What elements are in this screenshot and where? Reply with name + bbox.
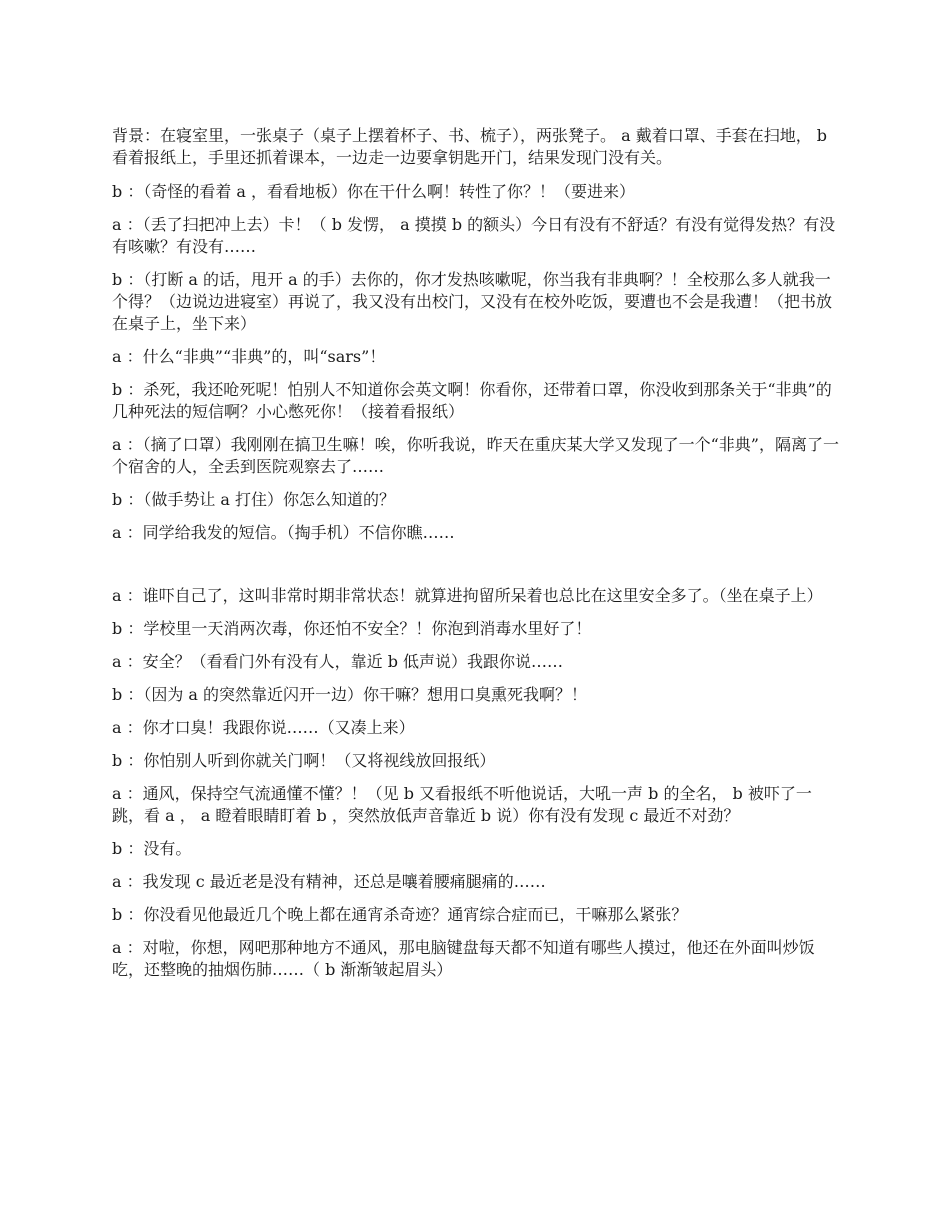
- paragraph-dialogue: a ：对啦，你想，网吧那种地方不通风，那电脑键盘每天都不知道有哪些人摸过，他还在外面叫炒饭吃，还整晚的抽烟伤肺……（ b 渐渐皱起眉头）: [112, 938, 815, 979]
- paragraph-dialogue: b ：没有。: [112, 839, 192, 858]
- paragraph-dialogue: b ：杀死，我还呛死呢！怕别人不知道你会英文啊！你看你，还带着口罩，你没收到那条关于“非典”的几种死法的短信啊？小心憋死你！（接着看报纸）: [112, 380, 832, 421]
- paragraph-dialogue: a ：什么“非典”“非典”的，叫“sars”！: [112, 347, 386, 366]
- paragraph-dialogue: b ：（奇怪的看着 a ，看看地板）你在干什么啊！转性了你？！（要进来）: [112, 182, 636, 201]
- paragraph-dialogue: a ：（摘了口罩）我刚刚在搞卫生嘛！唉，你听我说，昨天在重庆某大学又发现了一个“非典”，隔离了一个宿舍的人，全丢到医院观察去了……: [112, 435, 839, 476]
- paragraph-dialogue: a ：（丢了扫把冲上去）卡！（ b 发愣， a 摸摸 b 的额头）今日有没有不舒适？有没有觉得发热？有没有咳嗽？有没有……: [112, 215, 836, 256]
- paragraph-dialogue: b ：你怕别人听到你就关门啊！（又将视线放回报纸）: [112, 751, 496, 770]
- paragraph-dialogue: b ：你没看见他最近几个晚上都在通宵杀奇迹？通宵综合症而已，干嘛那么紧张？: [112, 905, 688, 924]
- paragraph-dialogue: b ：（做手势让 a 打住）你怎么知道的？: [112, 490, 396, 509]
- paragraph-dialogue: b ：学校里一天消两次毒，你还怕不安全？！你泡到消毒水里好了！: [112, 619, 592, 638]
- paragraph-dialogue: a ：你才口臭！我跟你说……（又凑上来）: [112, 718, 415, 737]
- paragraph-dialogue: a ：谁吓自己了，这叫非常时期非常状态！就算进拘留所呆着也总比在这里安全多了。（坐在桌子上）: [112, 586, 823, 605]
- paragraph-dialogue: a ：同学给我发的短信。（掏手机）不信你瞧……: [112, 523, 455, 542]
- paragraph-dialogue: b ：（打断 a 的话，甩开 a 的手）去你的，你才发热咳嗽呢，你当我有非典啊？！全校那么多人就我一个得？（边说边进寝室）再说了，我又没有出校门，又没有在校外吃饭，要遭也不会是我遭！（把书放在桌子上，坐下来）: [112, 270, 833, 333]
- paragraph-dialogue: a ：我发现 c 最近老是没有精神，还总是嚷着腰痛腿痛的……: [112, 872, 546, 891]
- paragraph-dialogue: a ：通风，保持空气流通懂不懂？！（见 b 又看报纸不听他说话，大吼一声 b 的全名， b 被吓了一跳，看 a ， a 瞪着眼睛盯着 b ，突然放低声音靠近 b 说）你有没有发现 c 最近不对劲？: [112, 784, 812, 825]
- document-body: [112, 125, 840, 992]
- paragraph-dialogue: a ：安全？（看看门外有没有人，靠近 b 低声说）我跟你说……: [112, 652, 564, 671]
- section-gap: [112, 555, 840, 585]
- paragraph-background: 背景：在寝室里，一张桌子（桌子上摆着杯子、书、梳子），两张凳子。 a 戴着口罩、手套在扫地， b 看着报纸上，手里还抓着课本，一边走一边要拿钥匙开门，结果发现门没有关。: [112, 126, 828, 167]
- paragraph-dialogue: b ：（因为 a 的突然靠近闪开一边）你干嘛？想用口臭熏死我啊？！: [112, 685, 588, 704]
